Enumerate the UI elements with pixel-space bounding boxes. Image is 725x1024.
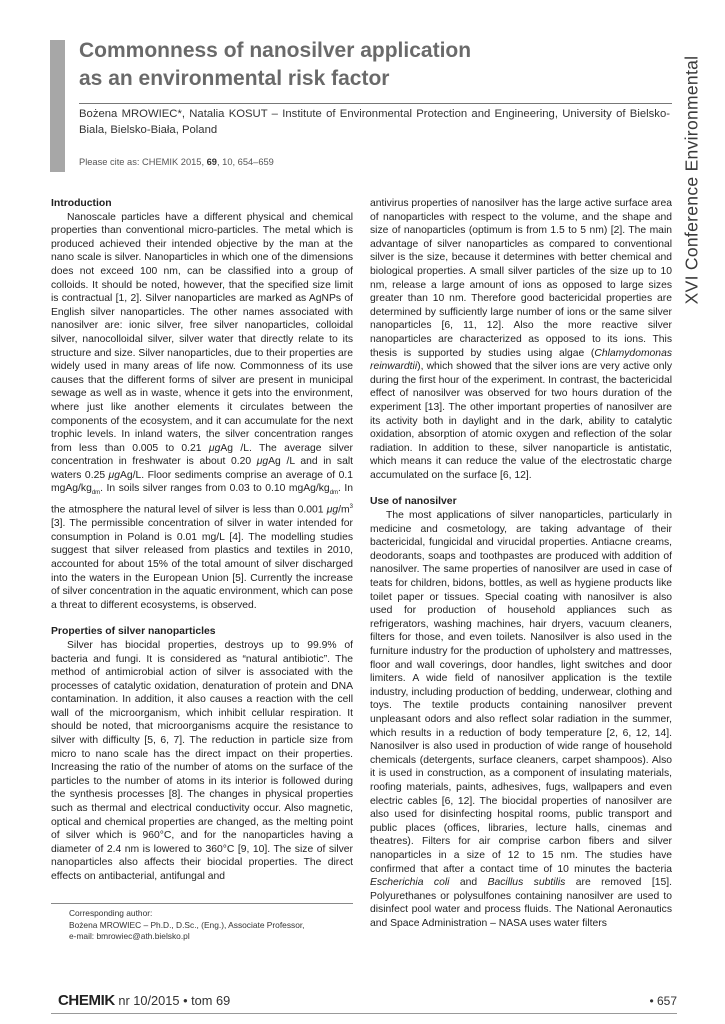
antivirus-paragraph: antivirus properties of nanosilver has the large active surface area of nanoparticles with respect to the volume, and the shape and size of nanoparticles (optimum is from 1.5 to 5 nm) [2]. The main advantage of silver nanoparticles as compared to conventional silver is the size, because it determines with better chemical and biological properties. A small silver particles of the size up to 10 nm, release a large amount of ions as opposed to large sizes greater than 10 nm. Therefore good bactericidal properties are determined by sufficiently large number of ions or the same silver nanoparticles [6, 11, 12]. Also the more reactive silver nanoparticles are characterized as opposed to its ions. This thesis is supported by studies using algae (Chlamydomonas reinwardtii), which showed that the silver ions are very active only during the first hour of the experiment. In contrast, the bactericidal effect of nanosilver was observed for two hours duration of the experiment [13]. The other important properties of nanosilver are its activity both in daylight and in the dark, ability to catalytic oxidation, absorption of atomic oxygen and reflection of the solar radiation. In addition to these, silver nanoparticle is antistatic, which means it can reduce the value of the electrostatic charge accumulated on the surface [6, 12]. [370,198,672,481]
article-title [79,37,639,93]
citation [79,157,274,167]
conference-name: XVI Conference Environmental [681,55,702,305]
corresponding-name: Bożena MROWIEC – Ph.D., D.Sc., (Eng.), Associate Professor, [69,919,305,930]
conference-sidebar [674,30,710,330]
journal-issue: nr 10/2015 • tom 69 [114,993,231,1008]
cite-prefix: Please cite as: CHEMIK 2015, [79,157,207,167]
footer-journal [58,992,230,1009]
properties-paragraph: Silver has biocidal properties, destroys up to 99.9% of bacteria and fungi. It is considered as “natural antibiotic”. The method of antimicrobial action of silver is associated with the processes of catalytic oxidation, denaturation of protein and DNA contamination. In addition, it also causes a reaction with the cell wall of the microorganism, which inhibit cellular respiration. It should be noted, that microorganisms acquire the resistance to silver with difficulty [5, 6, 7]. The reduction in particle size from micro to nano scale has the direct impact on their properties. Increasing the ratio of the number of atoms on the surface of the particles to the number of atoms in its interior is followed during the synthesis processes [8]. The changes in physical properties such as thermal and electrical conductivity occur. Also magnetic, optical and chemical properties are changed, as the melting point of silver which is 960°C, and for the nanoparticles having a diameter of 2.4 nm is lowered to 360°C [9, 10]. The size of silver nanoparticles also affects their biocidal properties. The direct effects on antibacterial, antifungal and [51,639,353,882]
right-column [370,197,672,930]
corresponding-label: Corresponding author: [69,908,153,918]
title-line-1: Commonness of nanosilver application [79,39,472,62]
intro-paragraph: Nanoscale particles have a different physical and chemical properties than conventional micro-particles. The metal which is produced achieved their intended objective by the man at the nano scale is silver. Nanoparticles in which one of the dimensions does not exceed 100 nm, can be classified into a group of colloids. It should be noted, however, that the specified size limit is contractual [1, 2]. Silver nanoparticles are marked as AgNPs of English silver nanoparticles. The other names associated with nanosilver are: ionic silver, free silver nanoparticles, colloidal silver, nanocolloidal silver, silver water that directly relate to its structure and size. Silver nanoparticles, due to their properties are widely used in many areas of life now. Commonness of its use causes that the different forms of silver are present in municipal sewage as well as in waste, whence it gets into the environment, where just like another elements it circulates between the components of the ecosystem, and it can accumulate for the next trophic levels. In inland waters, the silver concentration ranges from less than 0.005 to 0.21 μgAg /L. The average silver concentration in freshwater is about 0.20 μgAg /L and in salt waters 0.25 μgAg/L. Floor sediments comprise an average of 0.1 mgAg/$kg_{dm}$. In soils silver ranges from 0.03 to 0.10 mgAg/$kg_{dm}$. In the atmosphere the natural level of silver is less than 0.001 $\mu g/m^3$ [3]. The permissible concentration of silver in water intended for consumption in Poland is 0.01 mg/L [4]. The modelling studies suggest that silver released from plastics and textiles in 2010, accounted for about 15% of the total amount of silver discharged into the waters in the European Union [5]. Currently the increase of silver concentration in the aquatic environment, which can pose a threat to different ecosystems, is observed. [51,211,353,611]
title-divider [79,103,672,104]
intro-heading: Introduction [51,198,112,209]
title-accent-bar [50,40,65,172]
cite-volume: 69 [206,157,217,167]
author-affiliation: Bożena MROWIEC*, Natalia KOSUT – Institute of Environmental Protection and Engineering, University of Bielsko-Biala, Bielsko-Biała, Poland [79,108,670,136]
title-line-2: as an environmental risk factor [79,67,390,90]
corresponding-author-box [51,903,353,943]
footer-divider [51,1013,677,1014]
journal-logo: CHEMIK [58,992,115,1009]
properties-heading: Properties of silver nanoparticles [51,626,216,638]
use-heading: Use of nanosilver [370,496,457,508]
use-paragraph: The most applications of silver nanoparticles, particularly in medicine and cosmetology, are taking advantage of their bactericidal, fungicidal and virucidal properties. Antiacne creams, deodorants, soaps and toothpastes are produced with addition of nanosilver. The same properties of nanosilver are used in case of teats for children, bidons, bottles, as well as hygiene products like toilet paper or tissues. Special coating with nanosilver is also used for production of household appliances such as refrigerators, washing machines, hair dryers, vacuum cleaners, filters for those, and even toilets. Nanosilver is also used in the furniture industry for the production of upholstery and mattresses, floor and wall coverings, door handles, light switches and door limiters. A wide field of nanosilver application is the textile industry, including production of bedding, underwear, clothing and toys. The textile products containing nanosilver prevent unpleasant odors and also reflect solar radiation in the summer, which results in a reduction of body temperature [2, 6, 12, 14]. Nanosilver is also used in production of wide range of household chemicals (detergents, surface cleaners, carpet shampoos). Also it is used in construction, as a component of insulating materials, roofing materials, paints, adhesives, fugs, wallpapers and even electric cables [6, 12]. The biocidal properties of nanosilver are also used for disinfecting hospital rooms, public transport and public places (offices, libraries, lecture halls, cinemas and theatres). Filters for air comprise carbon fibers and silver nanoparticles in a size of 12 to 15 nm. The studies have confirmed that after a contact time of 10 minutes the bacteria Escherichia coli and Bacillus subtilis are removed [15]. Polyurethanes or polysulfones containing nanosilver are used to disinfect pool water and process fluids. The National Aeronautics and Space Administration – NASA uses water filters [370,510,672,929]
cite-suffix: , 10, 654–659 [216,157,274,167]
corresponding-email: e-mail: bmrowiec@ath.bielsko.pl [69,931,190,942]
page-number: • 657 [649,994,677,1008]
left-column [51,197,353,884]
